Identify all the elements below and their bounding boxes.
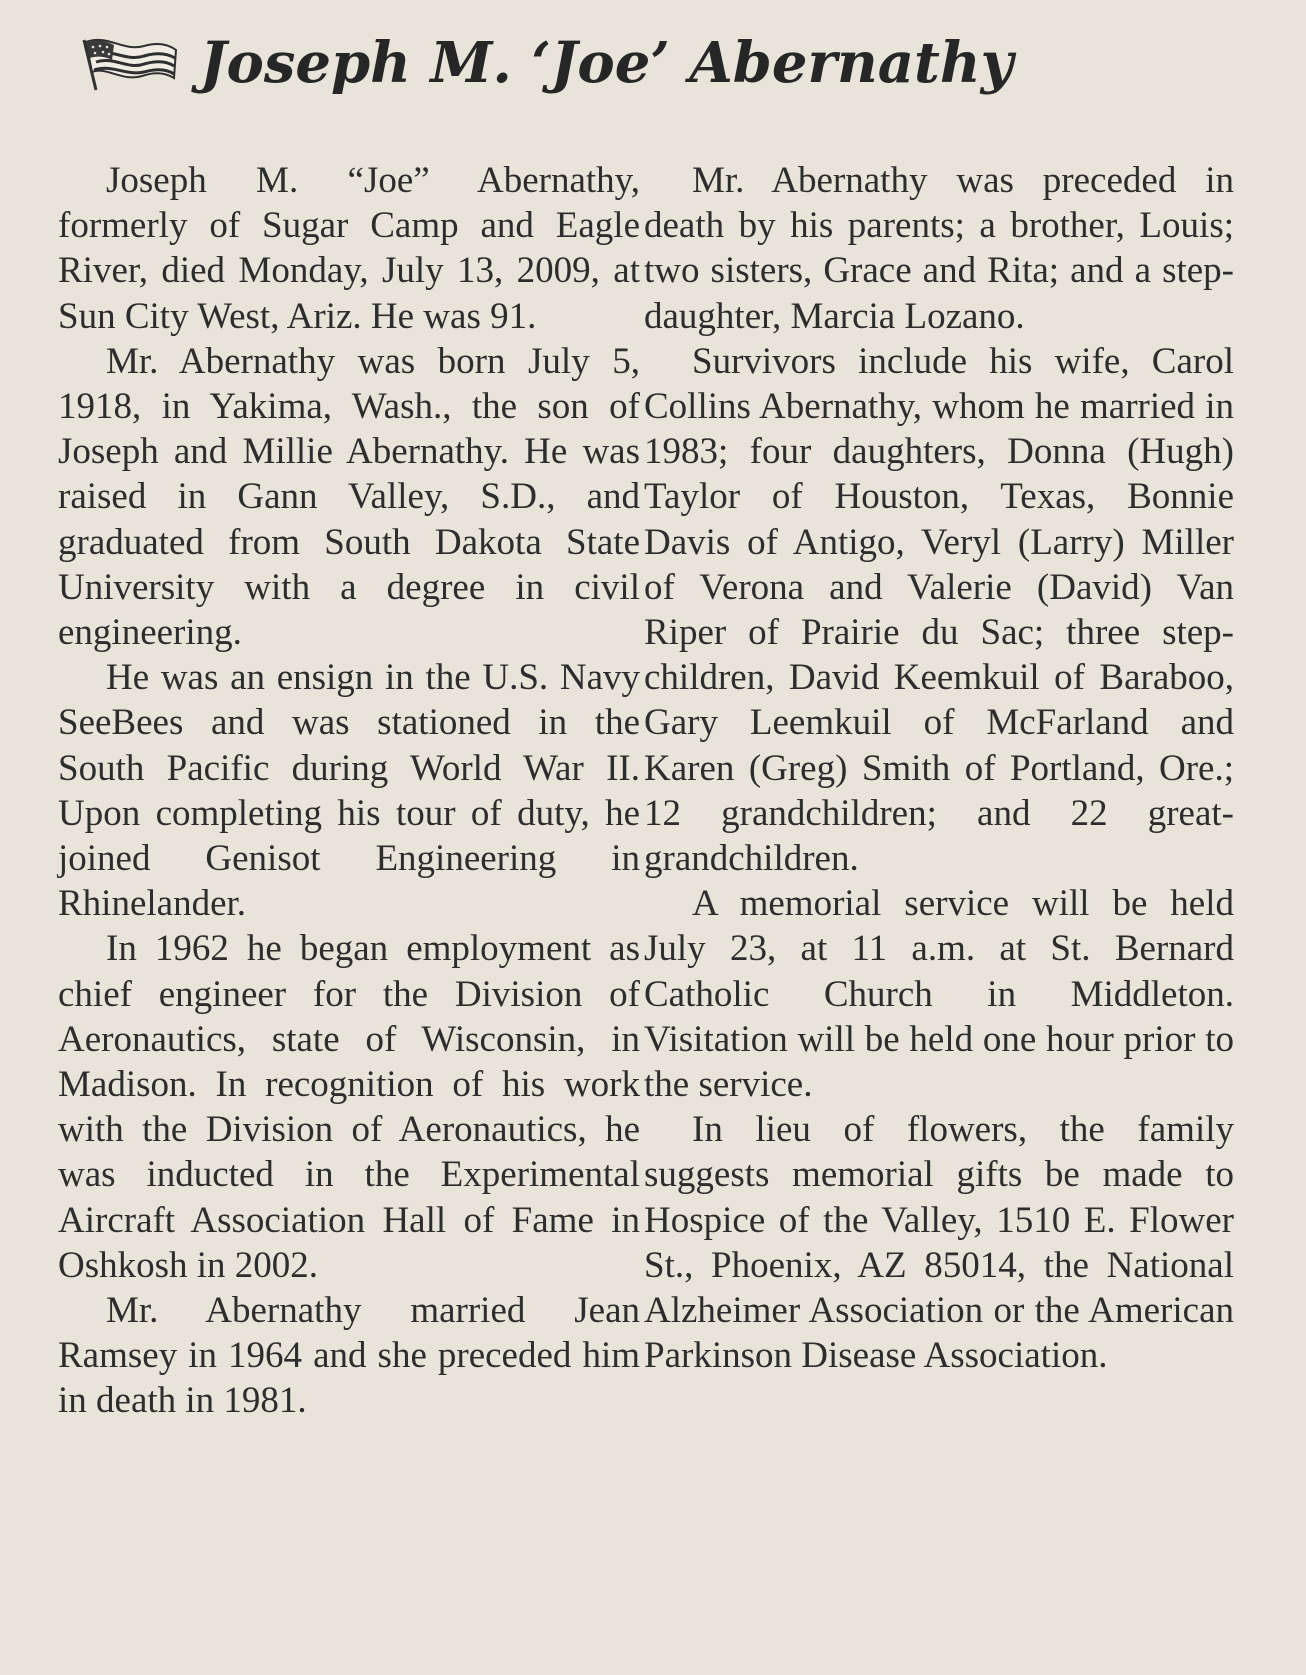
- paragraph-survivors: Survivors include his wife, Carol Collins Abernathy, whom he married in 1983; four daughters, Donna (Hugh) Taylor of Houston, Texas, Bonnie Davis of Antigo, Veryl (Larry) Miller of Verona and Valerie (David) Van Riper of Prairie du Sac; three step-children, David Keemkuil of Baraboo, Gary Leemkuil of McFarland and Karen (Greg) Smith of Portland, Ore.; 12 grandchildren; and 22 great-grandchildren.: [644, 340, 1234, 880]
- paragraph-career: In 1962 he began employment as chief engineer for the Division of Aeronautics, state of Wisconsin, in Madison. In recognition of his work with the Division of Aeronautics, he was inducted in the Experimental Aircraft Association Hall of Fame in Oshkosh in 2002.: [58, 928, 640, 1286]
- right-column: [644, 158, 1234, 1378]
- paragraph-preceded-in-death: Mr. Abernathy was preceded in death by his parents; a brother, Louis; two sisters, Grace and Rita; and a stepdaughter, Marcia Lozano.: [644, 160, 1234, 337]
- american-flag-icon: [78, 34, 178, 92]
- paragraph-early-life: Mr. Abernathy was born July 5, 1918, in Yakima, Wash., the son of Joseph and Millie Abernathy. He was raised in Gann Valley, S.D., and graduated from South Dakota State University with a degree in civil engineering.: [58, 340, 640, 654]
- paragraph-memorial-service: A memorial service will be held July 23, at 11 a.m. at St. Bernard Catholic Church in Middleton. Visitation will be held one hour prior to the service.: [644, 883, 1234, 1106]
- left-column: [58, 158, 640, 1424]
- paragraph-death-notice: Joseph M. “Joe” Abernathy, formerly of Sugar Camp and Eagle River, died Monday, July 13, 2009, at Sun City West, Ariz. He was 91.: [58, 160, 640, 337]
- paragraph-marriage: Mr. Abernathy married Jean Ramsey in 1964 and she preceded him in death in 1981.: [58, 1290, 640, 1422]
- paragraph-memorial-gifts: In lieu of flowers, the family suggests memorial gifts be made to Hospice of the Valley, 1510 E. Flower St., Phoenix, AZ 85014, the National Alzheimer Association or the American Parkinson Disease Association.: [644, 1109, 1234, 1377]
- paragraph-navy-service: He was an ensign in the U.S. Navy SeeBees and was stationed in the South Pacific during World War II. Upon completing his tour of duty, he joined Genisot Engineering in Rhinelander.: [58, 657, 640, 925]
- page-title: Joseph M. ‘Joe’ Abernathy: [200, 30, 1014, 96]
- headline: [78, 18, 1013, 108]
